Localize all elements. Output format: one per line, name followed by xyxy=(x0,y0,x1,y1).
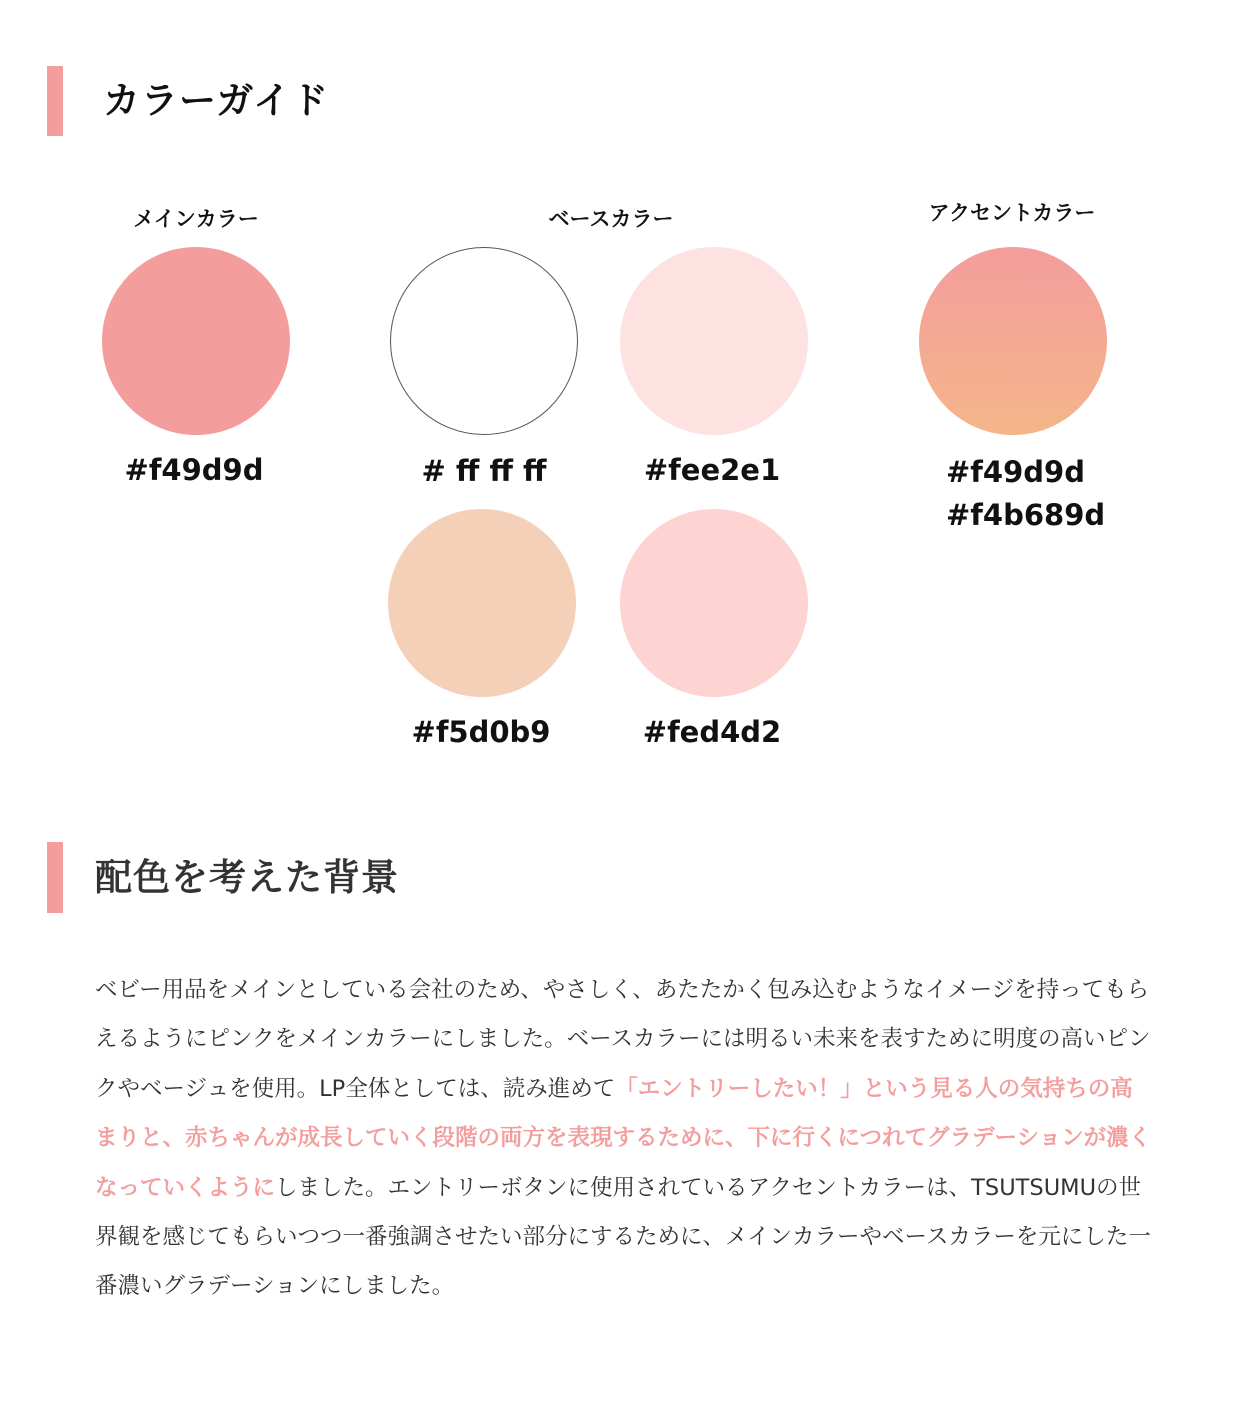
main-color-hex: #f49d9d xyxy=(124,453,264,487)
base-color-hex-light-pink: #fed4d2 xyxy=(642,715,782,749)
paragraph-text-before: ベビー用品をメインとしている会社のため、やさしく、あたたかく包み込むようなイメージを持ってもらえるようにピンクをメインカラーにしました。ベースカラーには明るい未来を表すために明度の高いピンクやベージュを使用。LP全体としては、読み進めて xyxy=(95,977,1151,1102)
base-color-hex-beige: #f5d0b9 xyxy=(411,715,551,749)
background-title: 配色を考えた背景 xyxy=(95,856,399,899)
main-color-swatch xyxy=(102,247,290,435)
base-color-label: ベースカラー xyxy=(548,207,674,231)
color-guide-title: カラーガイド xyxy=(103,79,330,122)
accent-hex-start: #f49d9d xyxy=(946,455,1085,489)
accent-color-hex xyxy=(946,451,1105,537)
paragraph-highlight: 「エントリーしたい！」という見る人の気持ちの高まりと、赤ちゃんが成長していく段階の両方を表現するために、下に行くにつれてグラデーションが濃くなっていくように xyxy=(95,1075,1152,1201)
base-color-hex-white: # ff ff ff xyxy=(421,454,547,488)
section-accent-bar xyxy=(47,66,63,136)
base-color-swatch-light-pink xyxy=(620,509,808,697)
base-color-swatch-white xyxy=(390,247,578,435)
base-color-swatch-beige xyxy=(388,509,576,697)
accent-color-swatch xyxy=(919,247,1107,435)
accent-color-label: アクセントカラー xyxy=(928,201,1096,225)
base-color-hex-pink: #fee2e1 xyxy=(643,453,781,487)
section-accent-bar xyxy=(47,842,63,913)
paragraph-text-after: しました。エントリーボタンに使用されているアクセントカラーは、TSUTSUMUの世界観を感じてもらいつつ一番強調させたい部分にするために、メインカラーやベースカラーを元にした一番濃いグラデーションにしました。 xyxy=(95,1174,1151,1300)
main-color-label: メインカラー xyxy=(133,207,259,231)
background-paragraph xyxy=(95,966,1155,1312)
base-color-swatch-pink xyxy=(620,247,808,435)
accent-hex-end: #f4b689d xyxy=(946,498,1106,532)
